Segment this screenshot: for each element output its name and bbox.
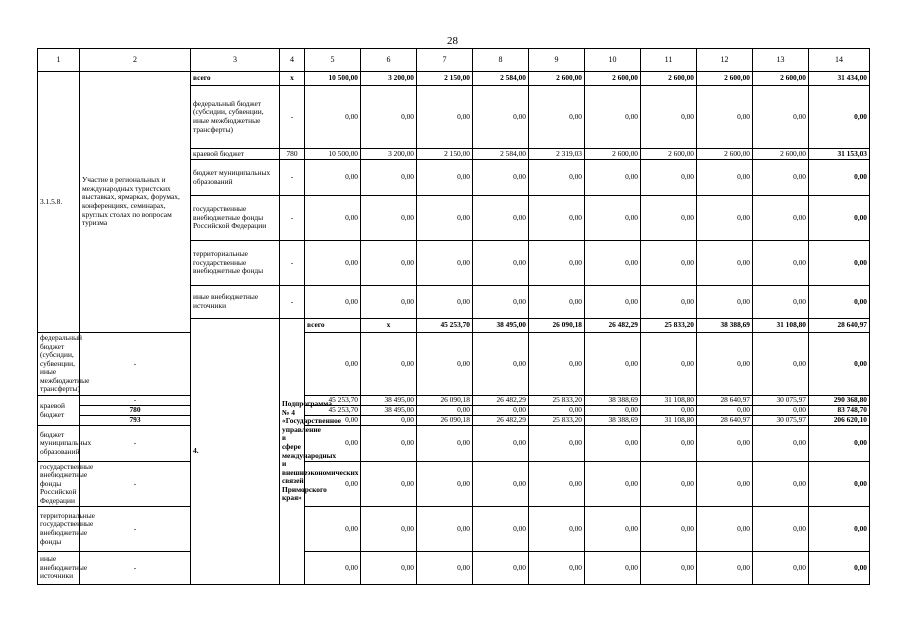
amount-cell: 0,00 [361, 286, 417, 319]
amount-cell: 0,00 [641, 406, 697, 416]
amount-cell: 30 075,97 [753, 396, 809, 406]
table-row [38, 416, 870, 426]
amount-cell: 0,00 [753, 552, 809, 585]
amount-cell: 0,00 [697, 286, 753, 319]
page-number: 28 [447, 35, 458, 47]
column-header: 11 [641, 49, 697, 72]
budget-table [37, 48, 870, 585]
amount-cell: 0,00 [585, 462, 641, 507]
amount-cell: 0,00 [641, 426, 697, 462]
amount-cell: 3 200,00 [361, 149, 417, 160]
row-label: государственные внебюджетные фонды Российской Федерации [191, 196, 280, 241]
amount-cell: 0,00 [809, 333, 870, 396]
row-label: территориальные государственные внебюджетные фонды [191, 241, 280, 286]
amount-cell: 31 108,80 [753, 319, 809, 333]
amount-cell: 0,00 [529, 196, 585, 241]
amount-cell: 26 090,18 [417, 396, 473, 406]
amount-cell: 10 500,00 [305, 149, 361, 160]
amount-cell: 0,00 [697, 86, 753, 149]
amount-cell: 0,00 [473, 507, 529, 552]
amount-cell: 2 600,00 [753, 149, 809, 160]
column-header: 7 [417, 49, 473, 72]
amount-cell: 0,00 [305, 462, 361, 507]
amount-cell: 0,00 [809, 462, 870, 507]
code-cell: - [280, 241, 305, 286]
amount-cell: 0,00 [361, 416, 417, 426]
amount-cell: 0,00 [529, 552, 585, 585]
amount-cell: 0,00 [641, 196, 697, 241]
amount-cell: 0,00 [753, 160, 809, 196]
amount-cell: 0,00 [529, 86, 585, 149]
amount-cell: 31 108,80 [641, 416, 697, 426]
amount-cell: 2 150,00 [417, 72, 473, 86]
amount-cell: 25 833,20 [529, 396, 585, 406]
row-label: бюджет муниципальных образований [191, 160, 280, 196]
table-row [38, 396, 870, 406]
amount-cell: 0,00 [305, 507, 361, 552]
row-label: федеральный бюджет (субсидии, субвенции, иные межбюджетные трансферты) [38, 333, 80, 396]
amount-cell: 0,00 [473, 160, 529, 196]
column-header: 8 [473, 49, 529, 72]
amount-cell: 0,00 [417, 86, 473, 149]
code-cell: - [280, 286, 305, 319]
amount-cell: 0,00 [809, 86, 870, 149]
amount-cell: 0,00 [305, 196, 361, 241]
amount-cell: 0,00 [417, 507, 473, 552]
amount-cell: 31 108,80 [641, 396, 697, 406]
row-label: территориальные государственные внебюджетные фонды [38, 507, 80, 552]
amount-cell: 0,00 [641, 86, 697, 149]
amount-cell: 0,00 [361, 462, 417, 507]
amount-cell: 2 600,00 [641, 149, 697, 160]
code-cell: 793 [80, 416, 191, 426]
amount-cell: 0,00 [809, 552, 870, 585]
section-number: 3.1.5.8. [38, 72, 80, 333]
amount-cell: 0,00 [417, 286, 473, 319]
amount-cell: 0,00 [585, 86, 641, 149]
row-label: федеральный бюджет (субсидии, субвенции, иные межбюджетные трансферты) [191, 86, 280, 149]
amount-cell: 0,00 [753, 333, 809, 396]
amount-cell: 0,00 [417, 160, 473, 196]
amount-cell: 0,00 [361, 552, 417, 585]
amount-cell: 0,00 [305, 426, 361, 462]
amount-cell: 0,00 [529, 286, 585, 319]
table-row [38, 333, 870, 396]
amount-cell: 0,00 [585, 406, 641, 416]
amount-cell: 30 075,97 [753, 416, 809, 426]
amount-cell: 0,00 [809, 426, 870, 462]
amount-cell: 0,00 [473, 196, 529, 241]
amount-cell: 31 434,00 [809, 72, 870, 86]
amount-cell: 0,00 [585, 196, 641, 241]
amount-cell: 3 200,00 [361, 72, 417, 86]
table-row [38, 406, 870, 416]
amount-cell: 0,00 [641, 160, 697, 196]
amount-cell: 28 640,97 [809, 319, 870, 333]
amount-cell: 0,00 [585, 160, 641, 196]
amount-cell: 0,00 [585, 333, 641, 396]
amount-cell: 0,00 [753, 462, 809, 507]
code-cell: - [80, 552, 191, 585]
row-label: всего [305, 319, 361, 333]
amount-cell: 0,00 [305, 241, 361, 286]
amount-cell: 0,00 [697, 241, 753, 286]
amount-cell: 206 620,10 [809, 416, 870, 426]
amount-cell: 0,00 [473, 426, 529, 462]
amount-cell: 0,00 [473, 552, 529, 585]
code-cell: - [80, 396, 191, 406]
amount-cell: 2 584,00 [473, 149, 529, 160]
amount-cell: 38 495,00 [361, 396, 417, 406]
amount-cell: 0,00 [641, 552, 697, 585]
column-header: 4 [280, 49, 305, 72]
amount-cell: 0,00 [529, 426, 585, 462]
amount-cell: 0,00 [305, 160, 361, 196]
row-label: бюджет муниципальных образований [38, 426, 80, 462]
section-name: Участие в региональных и международных туристских выставках, ярмарках, форумах, конференциях, семинарах, круглых столах по вопросам туризма [80, 72, 191, 333]
amount-cell: 0,00 [585, 286, 641, 319]
amount-cell: 38 495,00 [473, 319, 529, 333]
amount-cell: 0,00 [697, 333, 753, 396]
amount-cell: 0,00 [753, 241, 809, 286]
amount-cell: 25 833,20 [641, 319, 697, 333]
amount-cell: 0,00 [585, 507, 641, 552]
amount-cell: 0,00 [529, 406, 585, 416]
amount-cell: 0,00 [641, 286, 697, 319]
amount-cell: 38 388,69 [585, 396, 641, 406]
amount-cell: 0,00 [305, 552, 361, 585]
amount-cell: 0,00 [641, 333, 697, 396]
column-header: 14 [809, 49, 870, 72]
code-cell: - [80, 462, 191, 507]
code-cell: 780 [80, 406, 191, 416]
code-cell: - [280, 196, 305, 241]
column-header: 9 [529, 49, 585, 72]
amount-cell: 2 600,00 [641, 72, 697, 86]
amount-cell: 0,00 [809, 196, 870, 241]
code-cell: x [280, 72, 305, 86]
amount-cell: 0,00 [809, 160, 870, 196]
amount-cell: 0,00 [417, 406, 473, 416]
code-cell: 780 [280, 149, 305, 160]
amount-cell: 28 640,97 [697, 416, 753, 426]
amount-cell: 0,00 [529, 507, 585, 552]
amount-cell: 0,00 [641, 462, 697, 507]
amount-cell: 0,00 [361, 86, 417, 149]
column-header: 1 [38, 49, 80, 72]
amount-cell: 2 150,00 [417, 149, 473, 160]
amount-cell: 0,00 [473, 462, 529, 507]
amount-cell: 2 600,00 [753, 72, 809, 86]
amount-cell: 2 600,00 [585, 72, 641, 86]
amount-cell: 0,00 [753, 286, 809, 319]
row-label: краевой бюджет [191, 149, 280, 160]
column-header: 3 [191, 49, 280, 72]
row-label: краевой бюджет [38, 396, 80, 426]
column-header: 6 [361, 49, 417, 72]
amount-cell: 0,00 [361, 507, 417, 552]
amount-cell: 0,00 [305, 416, 361, 426]
amount-cell: 2 600,00 [697, 72, 753, 86]
row-label: иные внебюджетные источники [191, 286, 280, 319]
table-row [38, 507, 870, 552]
amount-cell: 0,00 [697, 462, 753, 507]
amount-cell: 0,00 [641, 507, 697, 552]
code-cell: - [280, 160, 305, 196]
amount-cell: 0,00 [585, 426, 641, 462]
amount-cell: 45 253,70 [305, 396, 361, 406]
amount-cell: 0,00 [809, 286, 870, 319]
amount-cell: 0,00 [473, 86, 529, 149]
code-cell: - [80, 426, 191, 462]
amount-cell: 0,00 [753, 196, 809, 241]
amount-cell: 0,00 [361, 426, 417, 462]
row-label: иные внебюджетные источники [38, 552, 80, 585]
code-cell: - [80, 507, 191, 552]
amount-cell: 0,00 [417, 462, 473, 507]
amount-cell: 38 495,00 [361, 406, 417, 416]
amount-cell: 26 090,18 [417, 416, 473, 426]
amount-cell: 0,00 [417, 426, 473, 462]
amount-cell: 0,00 [529, 160, 585, 196]
amount-cell: 0,00 [585, 241, 641, 286]
amount-cell: 0,00 [305, 86, 361, 149]
amount-cell: 0,00 [529, 333, 585, 396]
amount-cell: 0,00 [753, 426, 809, 462]
column-header: 12 [697, 49, 753, 72]
table-row [38, 49, 870, 72]
amount-cell: 0,00 [809, 507, 870, 552]
amount-cell: 0,00 [361, 160, 417, 196]
amount-cell: 0,00 [305, 286, 361, 319]
amount-cell: 26 482,29 [473, 416, 529, 426]
amount-cell: 0,00 [697, 160, 753, 196]
amount-cell: 0,00 [361, 196, 417, 241]
column-header: 13 [753, 49, 809, 72]
row-label: государственные внебюджетные фонды Российской Федерации [38, 462, 80, 507]
row-label: всего [191, 72, 280, 86]
amount-cell: 0,00 [473, 286, 529, 319]
code-cell: - [80, 333, 191, 396]
column-header: 10 [585, 49, 641, 72]
amount-cell: 0,00 [473, 241, 529, 286]
amount-cell: 28 640,97 [697, 396, 753, 406]
amount-cell: 0,00 [529, 462, 585, 507]
amount-cell: 0,00 [697, 406, 753, 416]
amount-cell: 0,00 [809, 241, 870, 286]
code-cell: x [361, 319, 417, 333]
amount-cell: 45 253,70 [417, 319, 473, 333]
amount-cell: 31 153,03 [809, 149, 870, 160]
amount-cell: 0,00 [697, 507, 753, 552]
table-row [38, 462, 870, 507]
table-row [38, 552, 870, 585]
amount-cell: 0,00 [697, 196, 753, 241]
amount-cell: 0,00 [417, 241, 473, 286]
amount-cell: 0,00 [417, 333, 473, 396]
amount-cell: 0,00 [585, 552, 641, 585]
amount-cell: 45 253,70 [305, 406, 361, 416]
amount-cell: 2 319,03 [529, 149, 585, 160]
amount-cell: 0,00 [753, 507, 809, 552]
amount-cell: 25 833,20 [529, 416, 585, 426]
amount-cell: 0,00 [473, 406, 529, 416]
code-cell: - [280, 86, 305, 149]
column-header: 2 [80, 49, 191, 72]
amount-cell: 0,00 [417, 552, 473, 585]
amount-cell: 83 748,70 [809, 406, 870, 416]
amount-cell: 2 600,00 [697, 149, 753, 160]
amount-cell: 2 600,00 [529, 72, 585, 86]
amount-cell: 26 482,29 [585, 319, 641, 333]
amount-cell: 0,00 [417, 196, 473, 241]
amount-cell: 0,00 [697, 426, 753, 462]
amount-cell: 38 388,69 [585, 416, 641, 426]
section-name: Подпрограмма № 4 «Государственное управление в сфере международных и внешнеэкономических связей Приморского края» [280, 319, 305, 585]
amount-cell: 0,00 [473, 333, 529, 396]
amount-cell: 26 090,18 [529, 319, 585, 333]
amount-cell: 2 600,00 [585, 149, 641, 160]
section-number: 4. [191, 319, 280, 585]
amount-cell: 0,00 [641, 241, 697, 286]
column-header: 5 [305, 49, 361, 72]
amount-cell: 0,00 [697, 552, 753, 585]
amount-cell: 0,00 [529, 241, 585, 286]
amount-cell: 2 584,00 [473, 72, 529, 86]
amount-cell: 290 368,80 [809, 396, 870, 406]
amount-cell: 0,00 [305, 333, 361, 396]
amount-cell: 26 482,29 [473, 396, 529, 406]
table-row [38, 72, 870, 86]
amount-cell: 0,00 [753, 406, 809, 416]
amount-cell: 0,00 [361, 333, 417, 396]
amount-cell: 0,00 [361, 241, 417, 286]
amount-cell: 10 500,00 [305, 72, 361, 86]
amount-cell: 0,00 [753, 86, 809, 149]
table-row [38, 426, 870, 462]
amount-cell: 38 388,69 [697, 319, 753, 333]
